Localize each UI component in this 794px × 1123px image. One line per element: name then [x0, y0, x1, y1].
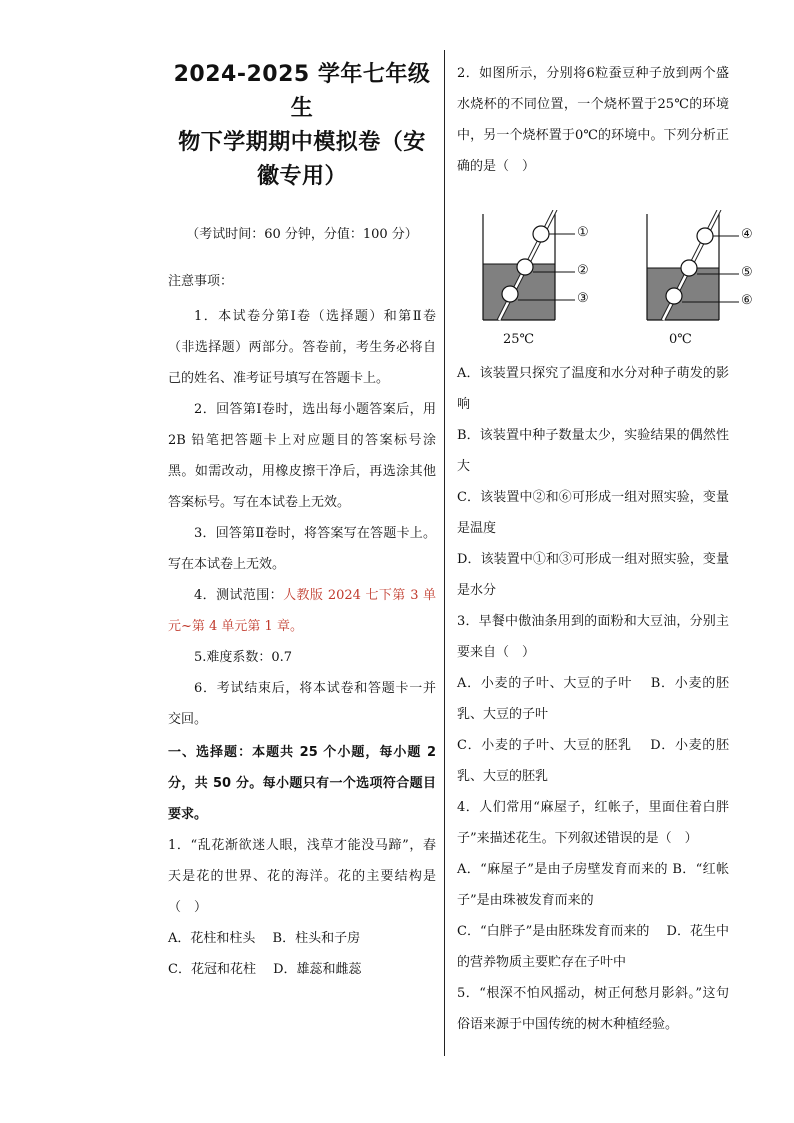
- left-column: [168, 58, 436, 985]
- q4-options-ab: A．“麻屋子”是由子房壁发育而来的 B．“红帐子”是由珠被发育而来的: [457, 862, 729, 908]
- notice-4: [168, 580, 436, 642]
- notice-5: 5.难度系数：0.7: [194, 650, 293, 665]
- q4-stem: 4．人们常用“麻屋子，红帐子，里面住着白胖子”来描述花生。下列叙述错误的是（ ）: [457, 800, 729, 846]
- q2-option-b: B．该装置中种子数量太少，实验结果的偶然性大: [457, 428, 729, 474]
- q2-option-a: A．该装置只探究了温度和水分对种子萌发的影响: [457, 366, 729, 412]
- notice-heading: 注意事项：: [168, 274, 234, 289]
- marker-6: ⑥: [741, 293, 753, 308]
- title-line-1: 2024-2025 学年七年级生: [173, 62, 431, 121]
- section-1-heading: 一、选择题：本题共 25 个小题，每小题 2 分，共 50 分。每小题只有一个选项符合题目要求。: [168, 745, 436, 822]
- q2-option-c: C．该装置中②和⑥可形成一组对照实验，变量是温度: [457, 490, 729, 536]
- seed-2: [517, 259, 533, 275]
- beaker-figure: [457, 210, 757, 350]
- beaker-25c: [483, 210, 575, 320]
- notice-6: 6．考试结束后，将本试卷和答题卡一并交回。: [168, 681, 436, 727]
- seed-5: [681, 260, 697, 276]
- q1-options-ab: A．花柱和柱头 B．柱头和子房: [168, 931, 361, 946]
- notice-1: 1．本试卷分第Ⅰ卷（选择题）和第Ⅱ卷（非选择题）两部分。答卷前，考生务必将自己的姓名、准考证号填写在答题卡上。: [168, 309, 436, 386]
- right-column: [457, 58, 753, 1040]
- seed-6: [666, 288, 682, 304]
- marker-5: ⑤: [741, 265, 753, 280]
- title-line-3: 徽专用）: [256, 164, 347, 189]
- notice-4-prefix: 4．测试范围：: [194, 588, 284, 603]
- q3-options-ab: A．小麦的子叶、大豆的子叶 B．小麦的胚乳、大豆的子叶: [457, 676, 729, 722]
- q2-stem: 2．如图所示，分别将6粒蚕豆种子放到两个盛水烧杯的不同位置，一个烧杯置于25℃的环境中，另一个烧杯置于0℃的环境中。下列分析正确的是（ ）: [457, 66, 729, 174]
- q1-stem: 1．“乱花渐欲迷人眼，浅草才能没马蹄”，春天是花的世界、花的海洋。花的主要结构是（ ）: [168, 838, 436, 915]
- q4-options-cd: C．“白胖子”是由胚珠发育而来的 D．花生中的营养物质主要贮存在子叶中: [457, 924, 729, 970]
- exam-meta: （考试时间：60 分钟，分值：100 分）: [186, 227, 418, 242]
- title-line-2: 物下学期期中模拟卷（安: [178, 130, 426, 155]
- q3-options-cd: C．小麦的子叶、大豆的胚乳 D．小麦的胚乳、大豆的胚乳: [457, 738, 729, 784]
- beaker-0c: [647, 210, 739, 320]
- temp-label-25c: 25℃: [503, 332, 535, 347]
- notice-3: 3．回答第Ⅱ卷时，将答案写在答题卡上。写在本试卷上无效。: [168, 526, 436, 572]
- temp-label-0c: 0℃: [669, 332, 692, 347]
- marker-2: ②: [577, 263, 589, 278]
- column-divider: [444, 50, 445, 1056]
- notice-2: 2．回答第Ⅰ卷时，选出每小题答案后，用 2B 铅笔把答题卡上对应题目的答案标号涂黑。如需改动，用橡皮擦干净后，再选涂其他答案标号。写在本试卷上无效。: [168, 402, 436, 510]
- marker-1: ①: [577, 225, 589, 240]
- exam-title: [168, 58, 436, 194]
- marker-3: ③: [577, 291, 589, 306]
- seed-4: [697, 228, 713, 244]
- test-range: 人教版 2024 七下第 3 单元~第 4 单元第 1 章。: [168, 588, 436, 634]
- q2-option-d: D．该装置中①和③可形成一组对照实验，变量是水分: [457, 552, 729, 598]
- seed-1: [533, 226, 549, 242]
- q5-stem: 5．“根深不怕风摇动，树正何愁月影斜。”这句俗语来源于中国传统的树木种植经验。: [457, 986, 729, 1032]
- seed-3: [502, 286, 518, 302]
- q3-stem: 3．早餐中傲油条用到的面粉和大豆油，分别主要来自（ ）: [457, 614, 729, 660]
- marker-4: ④: [741, 227, 753, 242]
- q1-options-cd: C．花冠和花柱 D．雄蕊和雌蕊: [168, 962, 362, 977]
